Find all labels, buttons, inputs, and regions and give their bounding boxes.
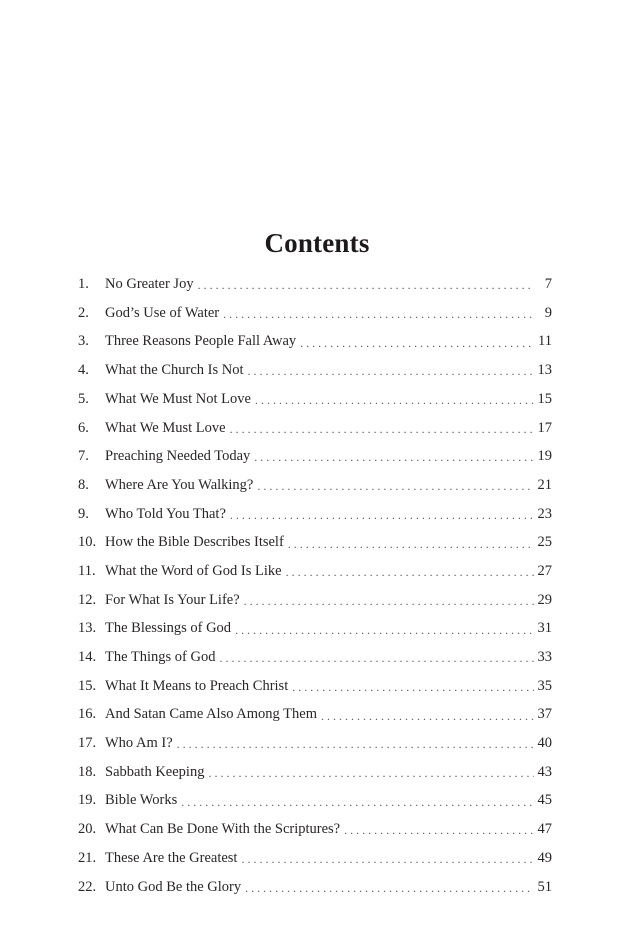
entry-page-number: 35	[534, 679, 552, 694]
entry-number: 18.	[78, 763, 97, 780]
entry-title: These Are the Greatest	[105, 851, 241, 866]
entry-page-number: 47	[534, 822, 552, 837]
entry-page-number: 40	[534, 736, 552, 751]
dot-leader	[344, 824, 534, 836]
toc-entry-16[interactable]	[78, 700, 552, 729]
dot-leader	[244, 595, 534, 607]
toc-entry-13[interactable]	[78, 614, 552, 643]
entry-page-number: 29	[534, 593, 552, 608]
dot-leader	[245, 882, 534, 894]
toc-entry-22[interactable]	[78, 872, 552, 901]
entry-number: 10.	[78, 534, 97, 551]
toc-entry-14[interactable]	[78, 643, 552, 672]
entry-number: 14.	[78, 649, 97, 666]
entry-number: 11.	[78, 562, 96, 579]
toc-entry-3[interactable]	[78, 327, 552, 356]
toc-entry-20[interactable]	[78, 815, 552, 844]
toc-entry-8[interactable]	[78, 471, 552, 500]
toc-entry-1[interactable]	[78, 270, 552, 299]
entry-number: 21.	[78, 849, 97, 866]
entry-number: 22.	[78, 878, 97, 895]
dot-leader	[248, 365, 534, 377]
dot-leader	[230, 509, 534, 521]
dot-leader	[300, 337, 534, 349]
entry-number: 3.	[78, 333, 89, 350]
entry-page-number: 7	[534, 277, 552, 292]
entry-title: What We Must Love	[105, 421, 230, 436]
toc-entry-6[interactable]	[78, 413, 552, 442]
toc-entry-9[interactable]	[78, 500, 552, 529]
entry-title: Where Are You Walking?	[105, 478, 257, 493]
dot-leader	[241, 853, 534, 865]
entry-number: 2.	[78, 304, 89, 321]
entry-title: How the Bible Describes Itself	[105, 535, 288, 550]
entry-page-number: 15	[534, 392, 552, 407]
entry-page-number: 23	[534, 507, 552, 522]
entry-title: And Satan Came Also Among Them	[105, 707, 321, 722]
toc-entry-19[interactable]	[78, 786, 552, 815]
dot-leader	[181, 796, 534, 808]
entry-title: What It Means to Preach Christ	[105, 679, 292, 694]
dot-leader	[220, 652, 535, 664]
entry-title: Who Am I?	[105, 736, 177, 751]
entry-number: 5.	[78, 390, 89, 407]
toc-entry-10[interactable]	[78, 528, 552, 557]
toc-entry-2[interactable]	[78, 299, 552, 328]
entry-page-number: 13	[534, 363, 552, 378]
dot-leader	[198, 279, 534, 291]
entry-title: Bible Works	[105, 793, 181, 808]
entry-page-number: 45	[534, 793, 552, 808]
entry-page-number: 31	[534, 621, 552, 636]
toc-entry-18[interactable]	[78, 758, 552, 787]
toc-entry-5[interactable]	[78, 385, 552, 414]
entry-title: For What Is Your Life?	[105, 593, 244, 608]
entry-page-number: 33	[534, 650, 552, 665]
entry-title: The Things of God	[105, 650, 220, 665]
dot-leader	[177, 738, 534, 750]
dot-leader	[235, 624, 534, 636]
entry-number: 6.	[78, 419, 89, 436]
toc-entry-11[interactable]	[78, 557, 552, 586]
entry-page-number: 27	[534, 564, 552, 579]
entry-title: God’s Use of Water	[105, 306, 223, 321]
dot-leader	[257, 480, 534, 492]
entry-number: 4.	[78, 362, 89, 379]
entry-title: What the Church Is Not	[105, 363, 248, 378]
entry-page-number: 37	[534, 707, 552, 722]
entry-number: 16.	[78, 706, 97, 723]
entry-number: 1.	[78, 276, 89, 293]
dot-leader	[254, 451, 534, 463]
entry-title: Unto God Be the Glory	[105, 880, 245, 895]
entry-number: 17.	[78, 735, 97, 752]
entry-title: Preaching Needed Today	[105, 449, 254, 464]
entry-title: No Greater Joy	[105, 277, 198, 292]
dot-leader	[208, 767, 534, 779]
dot-leader	[230, 423, 534, 435]
entry-number: 20.	[78, 821, 97, 838]
entry-title: What the Word of God Is Like	[105, 564, 286, 579]
contents-title: Contents	[264, 228, 370, 258]
dot-leader	[321, 710, 534, 722]
entry-number: 8.	[78, 476, 89, 493]
entry-number: 7.	[78, 448, 89, 465]
dot-leader	[255, 394, 534, 406]
entry-title: Sabbath Keeping	[105, 765, 208, 780]
entry-number: 13.	[78, 620, 97, 637]
entry-title: What Can Be Done With the Scriptures?	[105, 822, 344, 837]
toc-entry-15[interactable]	[78, 672, 552, 701]
entry-page-number: 51	[534, 880, 552, 895]
entry-number: 15.	[78, 677, 97, 694]
entry-number: 19.	[78, 792, 97, 809]
toc-entry-21[interactable]	[78, 844, 552, 873]
entry-page-number: 43	[534, 765, 552, 780]
toc-entry-12[interactable]	[78, 586, 552, 615]
entry-page-number: 25	[534, 535, 552, 550]
entry-page-number: 21	[534, 478, 552, 493]
entry-page-number: 9	[534, 306, 552, 321]
dot-leader	[292, 681, 534, 693]
toc-entry-7[interactable]	[78, 442, 552, 471]
dot-leader	[288, 538, 534, 550]
entry-title: Three Reasons People Fall Away	[105, 334, 300, 349]
entry-number: 9.	[78, 505, 89, 522]
toc-entry-17[interactable]	[78, 729, 552, 758]
entry-page-number: 49	[534, 851, 552, 866]
toc-entry-4[interactable]	[78, 356, 552, 385]
dot-leader	[223, 308, 534, 320]
entry-page-number: 17	[534, 421, 552, 436]
table-of-contents	[78, 270, 552, 901]
entry-number: 12.	[78, 591, 97, 608]
entry-page-number: 19	[534, 449, 552, 464]
entry-title: Who Told You That?	[105, 507, 230, 522]
entry-title: The Blessings of God	[105, 621, 235, 636]
dot-leader	[286, 566, 534, 578]
entry-page-number: 11	[534, 334, 552, 349]
entry-title: What We Must Not Love	[105, 392, 255, 407]
